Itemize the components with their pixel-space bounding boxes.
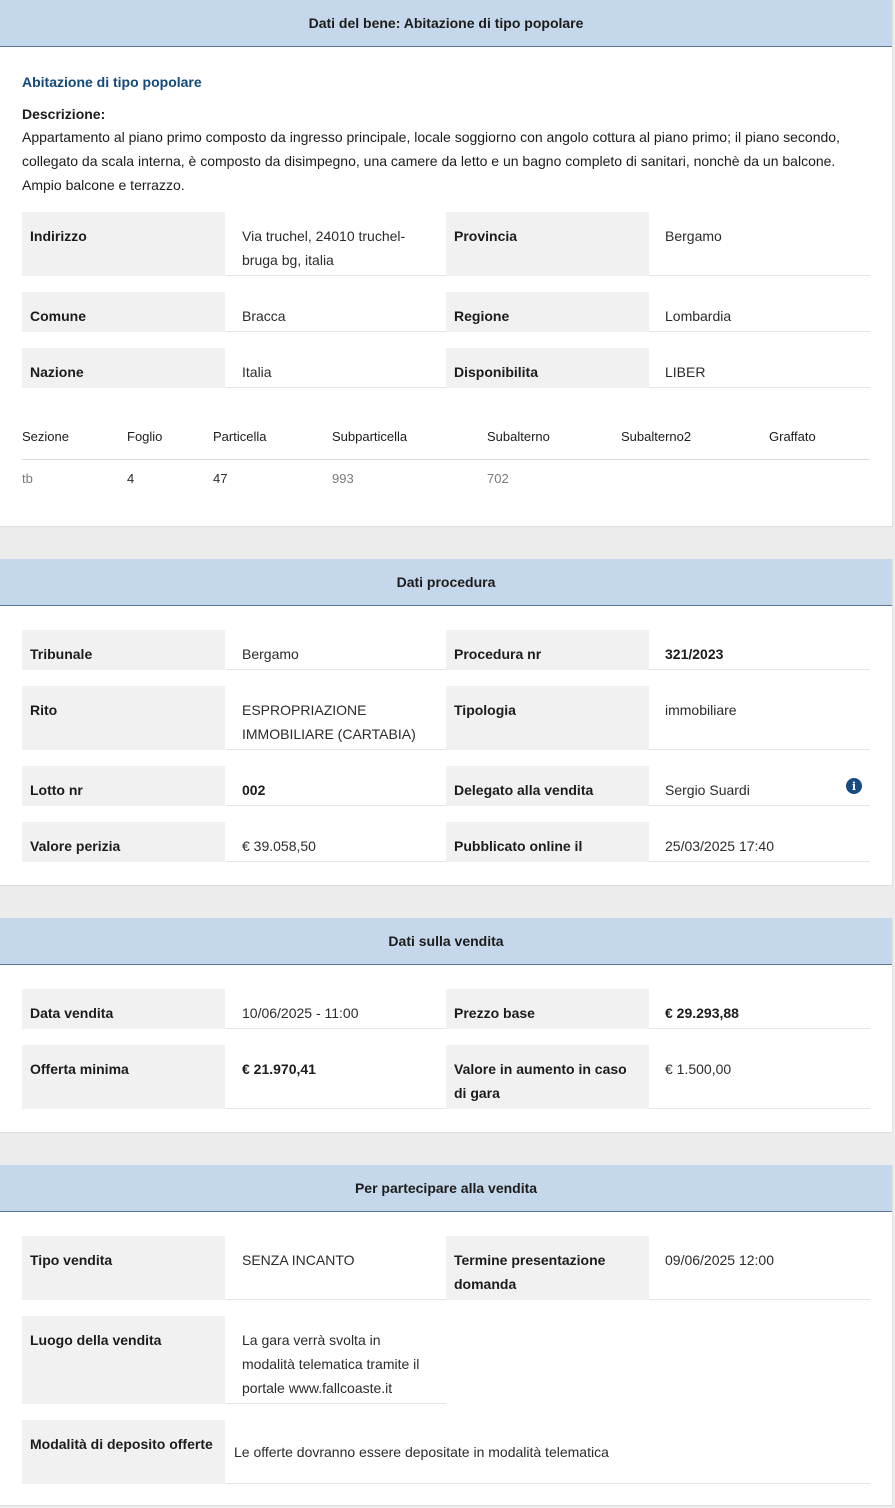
nazione-value: Italia xyxy=(226,348,446,388)
descrizione-label: Descrizione: xyxy=(22,106,106,122)
tipologia-label: Tipologia xyxy=(446,686,649,750)
partecipare-title: Per partecipare alla vendita xyxy=(354,1180,538,1196)
dati-bene-header xyxy=(0,0,892,47)
lotto-label: Lotto nr xyxy=(22,766,225,806)
termine-label: Termine presentazione domanda xyxy=(446,1236,649,1300)
termine-value: 09/06/2025 12:00 xyxy=(649,1236,870,1300)
catasto-value-particella: 47 xyxy=(213,471,228,486)
comune-label: Comune xyxy=(22,292,225,332)
valore-perizia-value: € 39.058,50 xyxy=(226,822,446,862)
catasto-header-subparticella: Subparticella xyxy=(332,429,408,444)
catasto-value-sezione: tb xyxy=(22,471,33,486)
valore-aumento-value: € 1.500,00 xyxy=(649,1045,870,1109)
delegato-info-icon[interactable]: i xyxy=(846,778,862,794)
provincia-value: Bergamo xyxy=(649,212,870,276)
tribunale-label: Tribunale xyxy=(22,630,225,670)
dati-vendita-title: Dati sulla vendita xyxy=(388,933,504,949)
luogo-vendita-value: La gara verrà svolta in modalità telematica tramite il portale www.fallcoaste.it xyxy=(226,1316,446,1404)
catasto-header-particella: Particella xyxy=(213,429,267,444)
dati-procedura-title: Dati procedura xyxy=(396,574,496,590)
dati-vendita-card xyxy=(0,918,893,1133)
catasto-header-graffato: Graffato xyxy=(769,429,816,444)
catasto-header-subalterno2: Subalterno2 xyxy=(621,429,692,444)
rito-label: Rito xyxy=(22,686,225,750)
catasto-value-subparticella: 993 xyxy=(332,471,354,486)
data-vendita-value: 10/06/2025 - 11:00 xyxy=(226,989,446,1029)
catasto-header-subalterno: Subalterno xyxy=(487,429,550,444)
lotto-value: 002 xyxy=(226,766,446,806)
dati-procedura-card xyxy=(0,559,893,886)
catasto-divider xyxy=(22,459,870,460)
prezzo-base-label: Prezzo base xyxy=(446,989,649,1029)
dati-bene-card xyxy=(0,0,893,527)
dati-procedura-header xyxy=(0,559,892,606)
luogo-vendita-label: Luogo della vendita xyxy=(22,1316,225,1404)
partecipare-card xyxy=(0,1165,893,1506)
tipo-vendita-label: Tipo vendita xyxy=(22,1236,225,1300)
procedura-nr-label: Procedura nr xyxy=(446,630,649,670)
prezzo-base-value: € 29.293,88 xyxy=(649,989,870,1029)
catasto-value-foglio: 4 xyxy=(127,471,135,486)
nazione-label: Nazione xyxy=(22,348,225,388)
rito-value: ESPROPRIAZIONE IMMOBILIARE (CARTABIA) xyxy=(226,686,446,750)
regione-label: Regione xyxy=(446,292,649,332)
modalita-deposito-value: Le offerte dovranno essere depositate in modalità telematica xyxy=(226,1420,870,1484)
provincia-label: Provincia xyxy=(446,212,649,276)
dati-bene-title: Dati del bene: Abitazione di tipo popolare xyxy=(308,15,584,31)
procedura-nr-value: 321/2023 xyxy=(649,630,870,670)
valore-aumento-label: Valore in aumento in caso di gara xyxy=(446,1045,649,1109)
dati-vendita-header xyxy=(0,918,892,965)
delegato-value: Sergio Suardi xyxy=(649,766,870,806)
modalita-deposito-label: Modalità di deposito offerte xyxy=(22,1420,225,1484)
tipo-vendita-value: SENZA INCANTO xyxy=(226,1236,446,1300)
pubblicato-value: 25/03/2025 17:40 xyxy=(649,822,870,862)
pubblicato-label: Pubblicato online il xyxy=(446,822,649,862)
valore-perizia-label: Valore perizia xyxy=(22,822,225,862)
bene-subtitle: Abitazione di tipo popolare xyxy=(22,74,202,90)
descrizione-text: Appartamento al piano primo composto da ingresso principale, locale soggiorno con angolo cottura al piano primo; il piano secondo, collegato da scala interna, è composto da disimpegno, una camere da letto e un bagno completo di sanitari, nonchè da un balcone. Ampio balcone e terrazzo. xyxy=(22,129,840,193)
tipologia-value: immobiliare xyxy=(649,686,870,750)
catasto-value-subalterno: 702 xyxy=(487,471,509,486)
delegato-label: Delegato alla vendita xyxy=(446,766,649,806)
indirizzo-value: Via truchel, 24010 truchel-bruga bg, italia xyxy=(226,212,446,276)
regione-value: Lombardia xyxy=(649,292,870,332)
partecipare-header xyxy=(0,1165,892,1212)
comune-value: Bracca xyxy=(226,292,446,332)
data-vendita-label: Data vendita xyxy=(22,989,225,1029)
catasto-header-sezione: Sezione xyxy=(22,429,69,444)
disponibilita-value: LIBER xyxy=(649,348,870,388)
disponibilita-label: Disponibilita xyxy=(446,348,649,388)
catasto-header-foglio: Foglio xyxy=(127,429,163,444)
offerta-minima-label: Offerta minima xyxy=(22,1045,225,1109)
offerta-minima-value: € 21.970,41 xyxy=(226,1045,446,1109)
tribunale-value: Bergamo xyxy=(226,630,446,670)
indirizzo-label: Indirizzo xyxy=(22,212,225,276)
